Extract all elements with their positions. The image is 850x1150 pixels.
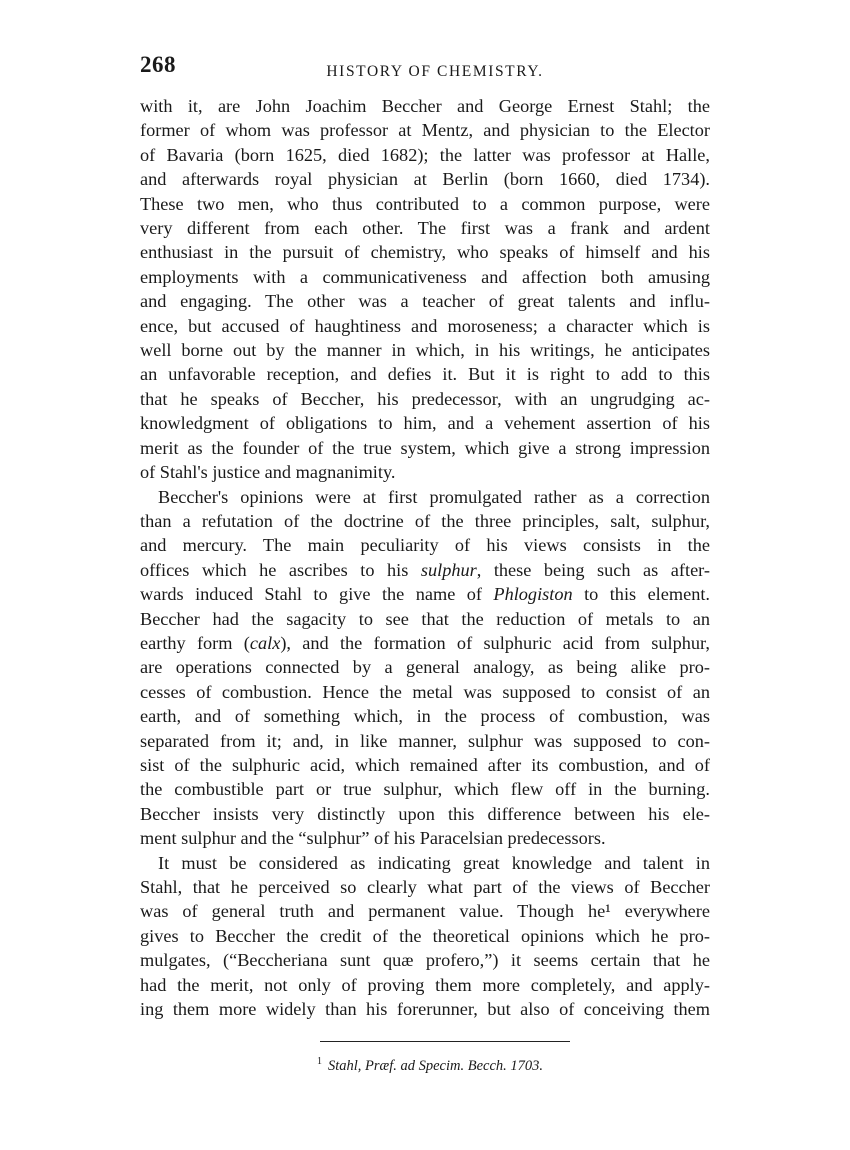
text-line: well borne out by the manner in which, in his writings, he anticipates xyxy=(140,340,710,361)
text-line: of Bavaria (born 1625, died 1682); the latter was professor at Halle, xyxy=(140,144,710,165)
text-line: Beccher had the sagacity to see that the reduction of metals to an xyxy=(140,608,710,629)
paragraph-2 xyxy=(140,485,710,851)
text-line: ence, but accused of haughtiness and moroseness; a character which is xyxy=(140,315,710,336)
text-line: an unfavorable reception, and defies it. But it is right to add to this xyxy=(140,364,710,385)
text-line: knowledgment of obligations to him, and a vehement assertion of his xyxy=(140,413,710,434)
text-line: mulgates, (“Beccheriana sunt quæ profero,”) it seems certain that he xyxy=(140,950,710,971)
text-line: It must be considered as indicating great knowledge and talent in xyxy=(158,852,710,873)
text-line: the combustible part or true sulphur, which flew off in the burning. xyxy=(140,779,710,800)
text-line: of Stahl's justice and magnanimity. xyxy=(140,462,396,483)
text-line: separated from it; and, in like manner, sulphur was supposed to con- xyxy=(140,730,710,751)
footnote-text: Stahl, Præf. ad Specim. Becch. 1703. xyxy=(327,1058,544,1075)
text-line: had the merit, not only of proving them more completely, and apply- xyxy=(140,974,710,995)
text-line: employments with a communicativeness and affection both amusing xyxy=(140,266,710,287)
text-line: cesses of combustion. Hence the metal was supposed to consist of an xyxy=(140,681,710,702)
paragraph-1 xyxy=(140,94,710,485)
text-line: are operations connected by a general analogy, as being alike pro- xyxy=(140,657,710,678)
text-line: Beccher insists very distinctly upon this difference between his ele- xyxy=(140,803,710,824)
text-line: These two men, who thus contributed to a common purpose, were xyxy=(140,193,710,214)
text-line: and engaging. The other was a teacher of great talents and influ- xyxy=(140,291,710,312)
text-line: very different from each other. The first was a frank and ardent xyxy=(140,218,710,239)
text-line: Beccher's opinions were at first promulgated rather as a correction xyxy=(158,486,710,507)
text-line: enthusiast in the pursuit of chemistry, who speaks of himself and his xyxy=(140,242,710,263)
text-line: gives to Beccher the credit of the theoretical opinions which he pro- xyxy=(140,925,710,946)
text-line: that he speaks of Beccher, his predecessor, with an ungrudging ac- xyxy=(140,388,710,409)
text-line: earthy form (calx), and the formation of sulphuric acid from sulphur, xyxy=(140,632,710,653)
text-line: former of whom was professor at Mentz, and physician to the Elector xyxy=(140,120,710,141)
text-line: than a refutation of the doctrine of the three principles, salt, sulphur, xyxy=(140,510,710,531)
paragraph-3 xyxy=(140,851,710,1022)
book-page xyxy=(140,52,710,1075)
page-header xyxy=(140,52,710,94)
footnote xyxy=(140,1056,710,1075)
text-line: was of general truth and permanent value. Though he¹ everywhere xyxy=(140,901,710,922)
text-line: offices which he ascribes to his sulphur, these being such as after- xyxy=(140,559,710,580)
running-head: HISTORY OF CHEMISTRY. xyxy=(326,63,544,80)
text-line: ment sulphur and the “sulphur” of his Paracelsian predecessors. xyxy=(140,828,606,849)
text-line: earth, and of something which, in the process of combustion, was xyxy=(140,706,710,727)
text-line: Stahl, that he perceived so clearly what part of the views of Beccher xyxy=(140,877,710,897)
text-line: and afterwards royal physician at Berlin (born 1660, died 1734). xyxy=(140,169,710,190)
text-line: and mercury. The main peculiarity of his views consists in the xyxy=(140,535,710,556)
text-line: sist of the sulphuric acid, which remained after its combustion, and of xyxy=(140,754,710,775)
text-line: with it, are John Joachim Beccher and George Ernest Stahl; the xyxy=(140,96,710,116)
page-number: 268 xyxy=(140,52,176,77)
footnote-marker: 1 xyxy=(316,1056,322,1068)
text-line: merit as the founder of the true system, which give a strong impression xyxy=(140,437,710,458)
footnote-separator xyxy=(320,1041,570,1042)
text-line: wards induced Stahl to give the name of Phlogiston to this element. xyxy=(140,584,710,605)
text-line: ing them more widely than his forerunner, but also of conceiving them xyxy=(140,999,710,1020)
